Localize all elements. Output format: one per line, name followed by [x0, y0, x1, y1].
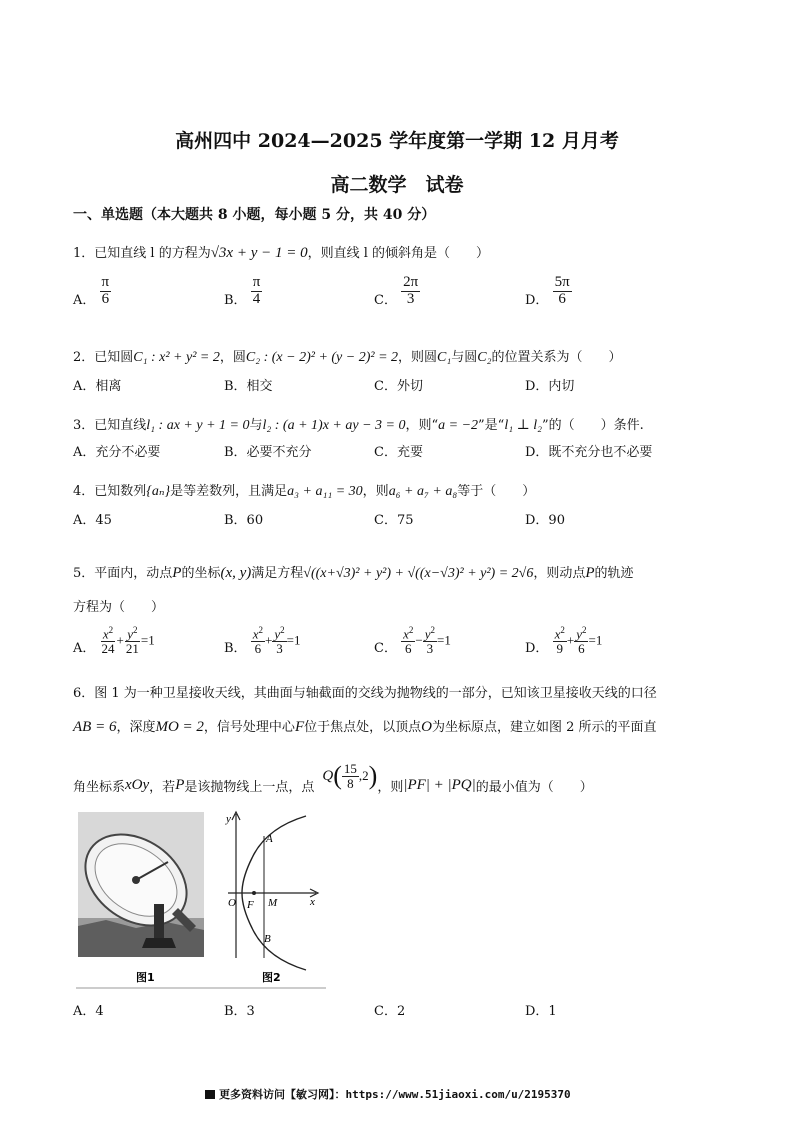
q5-option-a[interactable]: A． $\frac{x^2}{24}$ + $\frac{y^2}{21}$ =1 [73, 625, 155, 656]
q5-equation: √((x+√3)² + y²) + √((x−√3)² + y²) = 2√6 [303, 566, 534, 581]
fig2-f-label: F [247, 899, 254, 911]
q1-option-b-fraction: $\frac{\pi}{4}$ [252, 274, 261, 307]
q3-option-a[interactable]: A．充分不必要 [73, 445, 161, 460]
q6-option-b[interactable]: B．3 [224, 1004, 255, 1019]
fig2-x-label: x [310, 896, 315, 908]
fig1-caption: 图1 [136, 971, 155, 984]
question-6: 6．图 1 为一种卫星接收天线，其曲面与轴截面的交线为抛物线的一部分，已知该卫星接收天线的口径 [73, 686, 657, 701]
q1-option-d[interactable]: D． $\frac{5\pi}{6}$ [525, 274, 570, 308]
flag-icon [205, 1090, 215, 1099]
q3-line-1: l₁ : ax + y + 1 = 0 [146, 418, 250, 433]
q2-option-d[interactable]: D．内切 [525, 379, 575, 394]
fig2-y-label: y [226, 813, 231, 825]
fig2-m-label: M [268, 897, 278, 909]
fig2-o-label: O [228, 897, 236, 909]
q1-option-b[interactable]: B． $\frac{\pi}{4}$ [224, 274, 261, 308]
section-heading: 一、单选题（本大题共 8 小题，每小题 5 分，共 40 分） [73, 207, 436, 223]
q6-option-a[interactable]: A．4 [73, 1004, 104, 1019]
q5-option-b[interactable]: B． $\frac{x^2}{6}$ + $\frac{y^2}{3}$ =1 [224, 625, 301, 656]
question-3: 3．已知直线l₁ : ax + y + 1 = 0与l₂ : (a + 1)x + ay − 3 = 0，则“a = −2”是“l₁ ⊥ l₂”的（ ）条件. [73, 418, 644, 433]
q2-option-a[interactable]: A．相离 [73, 379, 122, 394]
q4-option-b[interactable]: B．60 [224, 513, 264, 528]
q3-option-c[interactable]: C．充要 [374, 445, 423, 460]
q1-option-c[interactable]: C． $\frac{2\pi}{3}$ [374, 274, 419, 308]
q1-text: 1．已知直线 l 的方程为 [73, 246, 211, 261]
q2-option-c[interactable]: C．外切 [374, 379, 423, 394]
q3-option-d[interactable]: D．既不充分也不必要 [525, 445, 653, 460]
parabola-diagram [225, 812, 318, 970]
q4-option-a[interactable]: A．45 [73, 513, 112, 528]
question-1 [73, 242, 489, 262]
q6-line-3: 角坐标系 xOy ，若 P 是该抛物线上一点，点 Q ( $\frac{15}{8}$ , 2 ) ，则 |PF| + |PQ| 的最小值为（ ） [73, 760, 593, 795]
q1-option-a-fraction: $\frac{\pi}{6}$ [101, 274, 110, 307]
q2-circle-1: C₁ : x² + y² = 2 [133, 350, 220, 365]
page-title: 高州四中 2024—2025 学年度第一学期 12 月月考 [175, 130, 619, 152]
question-4: 4．已知数列{aₙ}是等差数列，且满足a₃ + a₁₁ = 30，则a₆ + a₇ + a₈等于（ ） [73, 484, 536, 499]
q1-equation: √3x + y − 1 = 0 [210, 245, 308, 261]
footer-link[interactable]: 更多资料访问【敏习网】：https://www.51jiaoxi.com/u/2195370 [205, 1086, 571, 1102]
q2-option-b[interactable]: B．相交 [224, 379, 273, 394]
fig2-a-label: A [266, 833, 273, 845]
q6-line-2: AB = 6，深度MO = 2，信号处理中心F位于焦点处，以顶点O为坐标原点，建立如图 2 所示的平面直 [73, 719, 657, 735]
q3-option-b[interactable]: B．必要不充分 [224, 445, 312, 460]
q1-option-d-fraction: $\frac{5\pi}{6}$ [554, 274, 570, 307]
page-subtitle: 高二数学 试卷 [330, 174, 464, 196]
q1-text-end: ，则直线 l 的倾斜角是（ ） [307, 246, 490, 261]
satellite-dish-image [76, 812, 204, 957]
q5-option-d[interactable]: D． $\frac{x^2}{9}$ + $\frac{y^2}{6}$ =1 [525, 625, 603, 656]
question-5: 5．平面内，动点P的坐标(x, y)满足方程√((x+√3)² + y²) + √((x−√3)² + y²) = 2√6，则动点P的轨迹 [73, 565, 634, 581]
q5-option-c[interactable]: C． $\frac{x^2}{6}$ − $\frac{y^2}{3}$ =1 [374, 625, 451, 656]
q6-point-q: Q [322, 767, 334, 784]
question-2: 2．已知圆C₁ : x² + y² = 2，圆C₂ : (x − 2)² + (y − 2)² = 2，则圆C₁与圆C₂的位置关系为（ ） [73, 350, 622, 365]
q1-option-a[interactable]: A． $\frac{\pi}{6}$ [73, 274, 110, 308]
q1-option-c-fraction: $\frac{2\pi}{3}$ [403, 274, 419, 307]
q2-circle-2: C₂ : (x − 2)² + (y − 2)² = 2 [245, 350, 399, 365]
q5-text-continued: 方程为（ ） [73, 600, 165, 615]
q6-option-d[interactable]: D．1 [525, 1004, 557, 1019]
q6-option-c[interactable]: C．2 [374, 1004, 406, 1019]
fig2-b-label: B [264, 933, 271, 945]
q4-option-d[interactable]: D．90 [525, 513, 565, 528]
q6-figures-svg [76, 808, 326, 990]
q3-line-2: l₂ : (a + 1)x + ay − 3 = 0 [262, 418, 406, 433]
q4-option-c[interactable]: C．75 [374, 513, 414, 528]
fig2-caption: 图2 [262, 971, 281, 984]
q6-figure [76, 808, 326, 990]
